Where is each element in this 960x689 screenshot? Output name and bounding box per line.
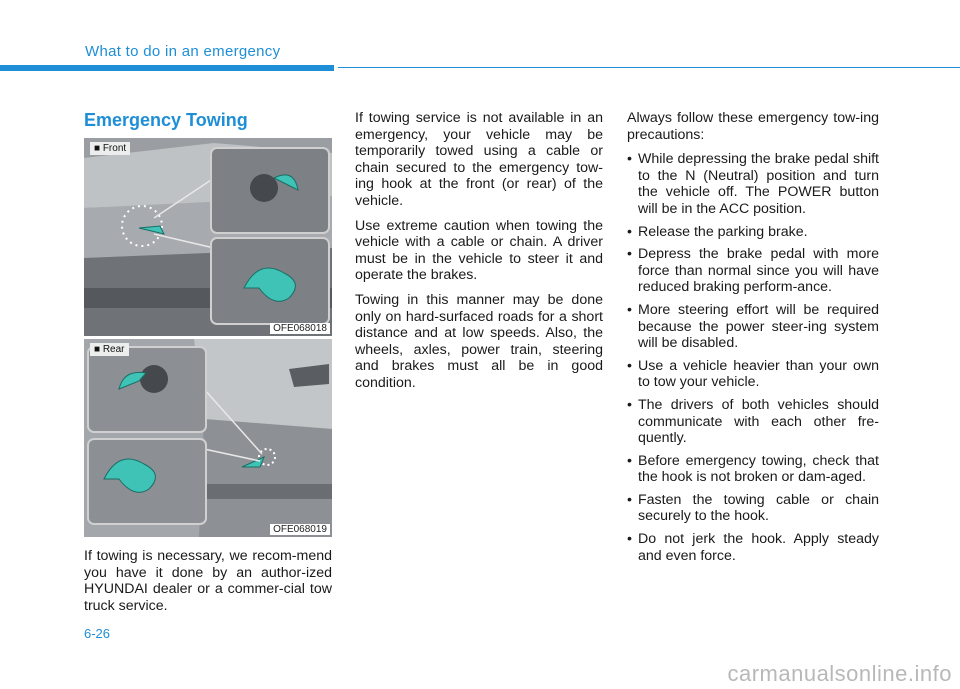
rear-figure-code: OFE068019 bbox=[270, 524, 330, 535]
right-column bbox=[627, 110, 879, 570]
front-bumper-illustration bbox=[84, 138, 332, 336]
watermark: carmanualsonline.info bbox=[727, 661, 952, 686]
precaution-item: • Fasten the towing cable or chain securely to the hook. bbox=[627, 492, 879, 525]
rear-bumper-illustration bbox=[84, 339, 332, 537]
front-figure-code: OFE068018 bbox=[270, 323, 330, 334]
front-figure-label: ■ Front bbox=[90, 142, 130, 155]
middle-paragraph-1: If towing service is not available in an emergency, your vehicle may be temporarily towed using a cable or chain secured to the emergency tow-ing hook at the front (or rear) of the vehicle. bbox=[355, 110, 603, 209]
precaution-item: • The drivers of both vehicles should communicate with each other fre-quently. bbox=[627, 397, 879, 447]
header-rule-line bbox=[338, 67, 960, 68]
header-rule-accent bbox=[0, 65, 334, 71]
page-number: 6-26 bbox=[84, 626, 111, 641]
precaution-item: • Depress the brake pedal with more force than normal since you will have reduced braking perform-ance. bbox=[627, 246, 879, 296]
left-column-text bbox=[84, 548, 332, 622]
precaution-item: • Use a vehicle heavier than your own to tow your vehicle. bbox=[627, 358, 879, 391]
rear-figure-label: ■ Rear bbox=[90, 343, 129, 356]
precaution-item: • Do not jerk the hook. Apply steady and even force. bbox=[627, 531, 879, 564]
middle-paragraph-2: Use extreme caution when towing the vehicle with a cable or chain. A driver must be in the vehicle to steer it and operate the brakes. bbox=[355, 217, 603, 284]
rear-tow-hook-figure bbox=[84, 339, 332, 537]
section-title: What to do in an emergency bbox=[85, 43, 281, 60]
page-heading: Emergency Towing bbox=[84, 110, 248, 130]
right-intro: Always follow these emergency tow-ing precautions: bbox=[627, 110, 879, 143]
precaution-item: • Release the parking brake. bbox=[627, 224, 879, 241]
middle-column bbox=[355, 110, 603, 400]
left-paragraph: If towing is necessary, we recom-mend you have it done by an author-ized HYUNDAI dealer or a commer-cial tow truck service. bbox=[84, 548, 332, 614]
front-tow-hook-figure bbox=[84, 138, 332, 336]
precaution-item: • While depressing the brake pedal shift to the N (Neutral) position and turn the vehicle off. The POWER button will be in the ACC position. bbox=[627, 151, 879, 217]
precaution-item: • Before emergency towing, check that the hook is not broken or dam-aged. bbox=[627, 453, 879, 486]
precaution-item: • More steering effort will be required because the power steer-ing system will be disabled. bbox=[627, 302, 879, 352]
middle-paragraph-3: Towing in this manner may be done only on hard-surfaced roads for a short distance and at low speeds. Also, the wheels, axles, power train, steering and brakes must all be in good condition. bbox=[355, 291, 603, 391]
